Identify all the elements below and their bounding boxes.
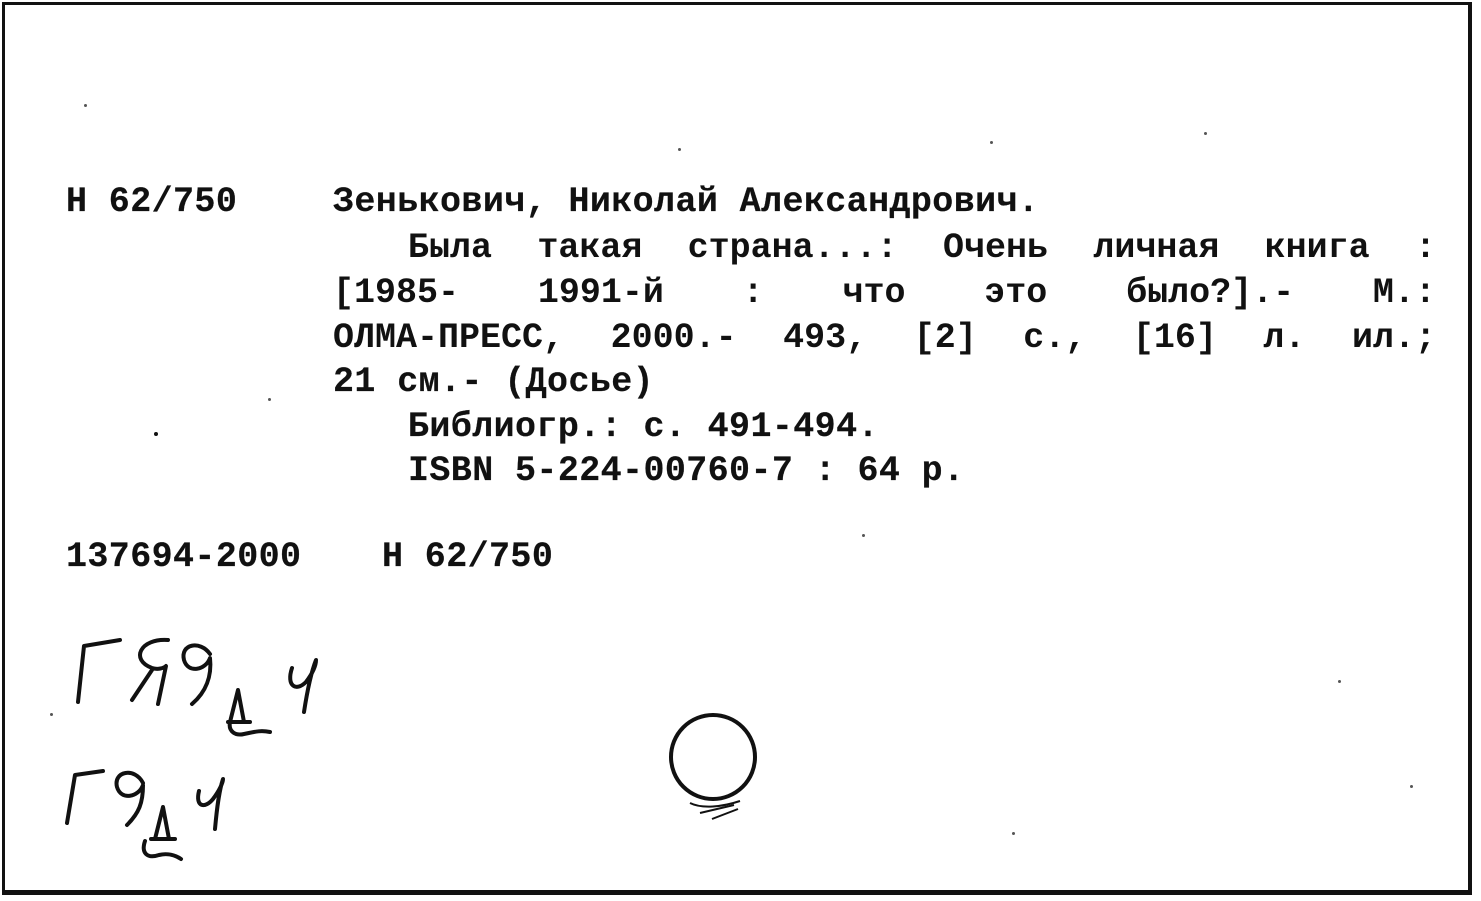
subtitle-word: 1991-й [537, 273, 664, 313]
inventory-shelfmark: Н 62/750 [382, 537, 554, 577]
publisher-line [333, 316, 1436, 360]
publisher-word: с., [1023, 318, 1087, 358]
publisher-word: л. [1263, 318, 1306, 358]
scan-speck [50, 713, 53, 716]
publisher-word: ил.; [1351, 318, 1436, 358]
publisher-word: ОЛМА-ПРЕСС, [333, 318, 565, 358]
handwritten-code-2 [55, 755, 255, 875]
publisher-word: 2000.- [610, 318, 737, 358]
scan-speck [84, 104, 87, 107]
subtitle-word: это [984, 273, 1048, 313]
title-word: : [1414, 228, 1436, 268]
scan-speck [1012, 832, 1015, 835]
inventory-number: 137694-2000 [66, 537, 302, 577]
subtitle-word: [1985- [333, 273, 460, 313]
scan-speck [862, 534, 865, 537]
shelfmark: Н 62/750 [66, 182, 238, 222]
scan-speck [154, 432, 158, 436]
publisher-word: [16] [1132, 318, 1217, 358]
card-hole-mark [660, 705, 770, 830]
publisher-word: [2] [913, 318, 977, 358]
scan-speck [1338, 680, 1341, 683]
scan-speck [678, 148, 681, 151]
subtitle-word: М.: [1372, 273, 1436, 313]
title-word: такая [537, 228, 643, 268]
subtitle-line [333, 271, 1436, 315]
subtitle-word: было?].- [1126, 273, 1295, 313]
size-series: 21 см.- (Досье) [333, 362, 655, 402]
scan-speck [990, 141, 993, 144]
publisher-word: 493, [783, 318, 868, 358]
scan-speck [1410, 785, 1413, 788]
subtitle-word: что [842, 273, 906, 313]
scan-speck [1204, 132, 1207, 135]
subtitle-word: : [742, 273, 764, 313]
author-heading: Зенькович, Николай Александрович. [333, 182, 1040, 222]
handwritten-code-1 [60, 630, 340, 745]
title-line [408, 226, 1436, 270]
scan-speck [268, 398, 271, 401]
bibliography-note: Библиогр.: с. 491-494. [408, 407, 879, 447]
title-word: Очень [942, 228, 1049, 268]
title-word: страна...: [687, 228, 898, 268]
title-word: книга [1264, 228, 1370, 268]
title-word: личная [1093, 228, 1220, 268]
isbn-price: ISBN 5-224-00760-7 : 64 р. [408, 451, 965, 491]
title-word: Была [408, 228, 493, 268]
